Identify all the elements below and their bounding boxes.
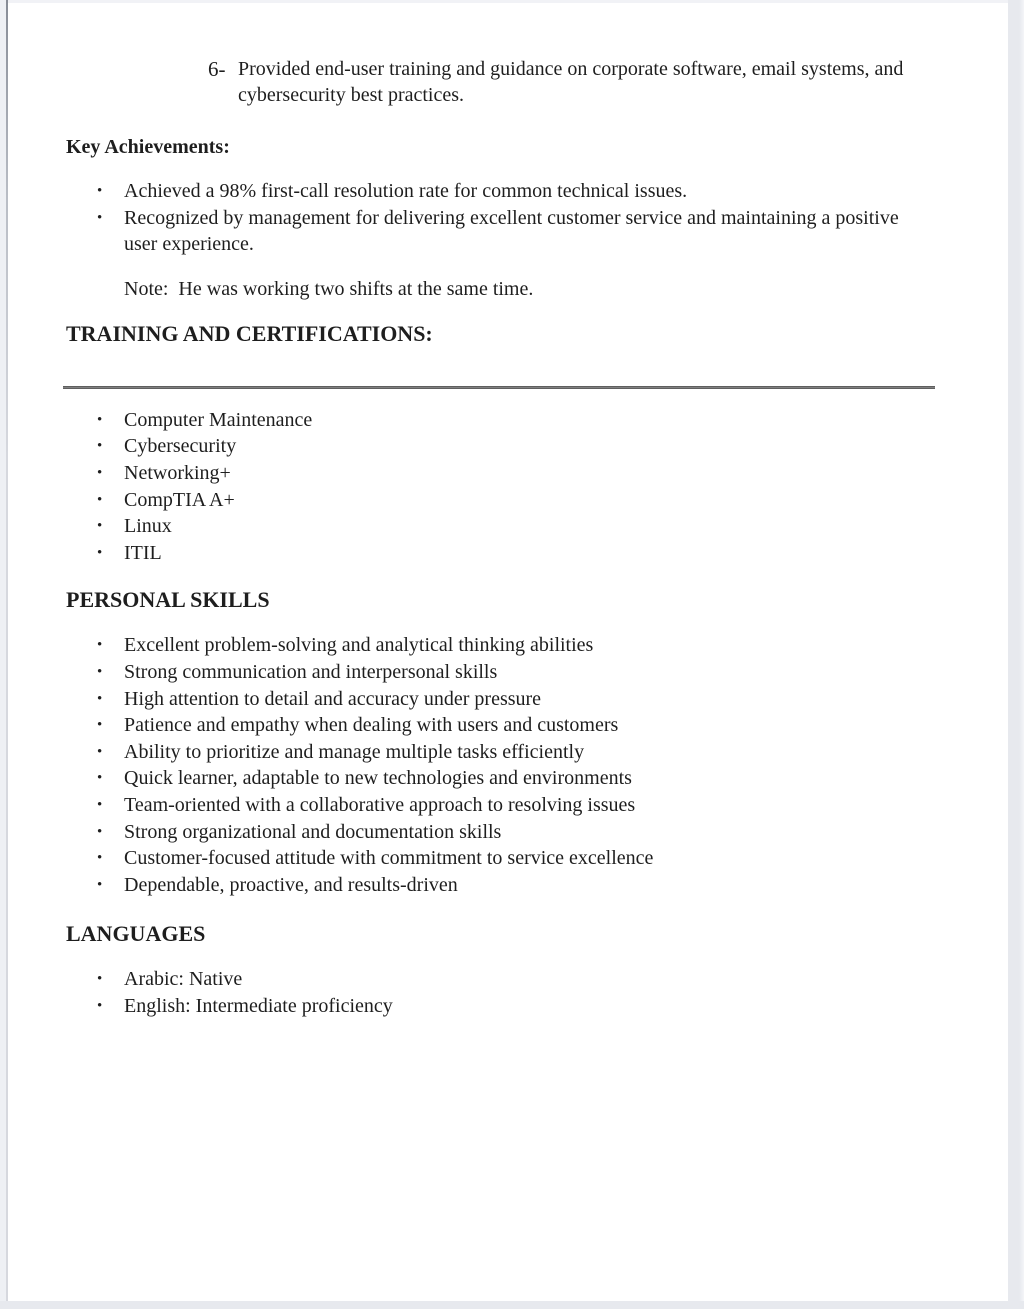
- bullet-icon: •: [97, 823, 103, 840]
- list-item-text: High attention to detail and accuracy under pressure: [124, 687, 542, 710]
- certifications-list: [66, 407, 934, 567]
- list-item: [66, 993, 934, 1020]
- bullet-icon: •: [97, 971, 103, 988]
- list-item-text: CompTIA A+: [124, 488, 235, 511]
- list-item: [66, 407, 934, 434]
- list-item-text: English: Intermediate proficiency: [124, 994, 393, 1017]
- list-item-text: Ability to prioritize and manage multiple tasks efficiently: [124, 740, 585, 763]
- list-item-text: Achieved a 98% first-call resolution rate for common technical issues.: [124, 180, 688, 202]
- bullet-icon: •: [97, 464, 103, 481]
- bullet-icon: •: [97, 770, 103, 787]
- bullet-icon: •: [97, 209, 103, 226]
- list-item: [66, 739, 934, 766]
- list-item-text: Strong organizational and documentation skills: [124, 820, 502, 843]
- bullet-icon: •: [97, 663, 103, 680]
- list-item-text: Patience and empathy when dealing with users and customers: [124, 714, 619, 737]
- bullet-icon: •: [97, 411, 103, 428]
- list-item-text: Linux: [124, 515, 172, 538]
- list-item-text: Recognized by management for delivering excellent customer service and maintaining a positive user experience.: [124, 206, 899, 256]
- bullet-icon: •: [97, 518, 103, 535]
- list-item: [66, 513, 934, 540]
- languages-list: [66, 966, 934, 1019]
- numbered-item-text: Provided end-user training and guidance on corporate software, email systems, and cybersecurity best practices.: [238, 58, 904, 106]
- list-item: [66, 205, 934, 258]
- personal-skills-list: [66, 632, 934, 898]
- list-item: [66, 659, 934, 686]
- bullet-icon: •: [97, 796, 103, 813]
- list-item-text: Cybersecurity: [124, 435, 237, 458]
- list-item: [66, 487, 934, 514]
- bullet-icon: •: [97, 690, 103, 707]
- numbered-list-item-6: [208, 56, 934, 108]
- scan-edge-left-line: [6, 0, 8, 1309]
- bullet-icon: •: [97, 743, 103, 760]
- list-item: [66, 966, 934, 993]
- bullet-icon: •: [97, 183, 103, 199]
- list-item: [66, 845, 934, 872]
- personal-skills-heading: PERSONAL SKILLS: [66, 587, 270, 613]
- list-item: [66, 540, 934, 567]
- list-item-text: ITIL: [124, 541, 162, 564]
- horizontal-rule: [63, 386, 935, 389]
- training-certifications-heading: TRAINING AND CERTIFICATIONS:: [66, 320, 433, 346]
- list-item: [66, 178, 934, 205]
- list-item: [66, 765, 934, 792]
- list-item: [66, 433, 934, 460]
- list-item-text: Team-oriented with a collaborative approach to resolving issues: [124, 793, 636, 816]
- bullet-icon: •: [97, 717, 103, 734]
- list-item-text: Quick learner, adaptable to new technologies and environments: [124, 767, 632, 790]
- bullet-icon: •: [97, 876, 103, 893]
- list-item: [66, 712, 934, 739]
- bullet-icon: •: [97, 438, 103, 455]
- document-content: [66, 0, 934, 1019]
- scan-edge-right: [1008, 0, 1024, 1309]
- key-achievements-list: [66, 178, 934, 258]
- key-achievements-heading: Key Achievements:: [66, 136, 230, 158]
- scan-edge-bottom: [0, 1301, 1024, 1309]
- list-item-text: Excellent problem-solving and analytical thinking abilities: [124, 634, 594, 657]
- list-item: [66, 872, 934, 899]
- list-item: [66, 686, 934, 713]
- list-item: [66, 792, 934, 819]
- languages-heading: LANGUAGES: [66, 921, 206, 947]
- list-item-text: Arabic: Native: [124, 968, 243, 991]
- list-item: [66, 819, 934, 846]
- list-item-text: Computer Maintenance: [124, 408, 313, 431]
- list-item: [66, 632, 934, 659]
- note-text: Note: He was working two shifts at the same time.: [124, 277, 534, 300]
- list-item-text: Customer-focused attitude with commitment to service excellence: [124, 847, 654, 870]
- bullet-icon: •: [97, 850, 103, 867]
- list-item-text: Dependable, proactive, and results-driven: [124, 873, 458, 896]
- list-item-text: Strong communication and interpersonal skills: [124, 660, 498, 683]
- list-item: [66, 460, 934, 487]
- bullet-icon: •: [97, 637, 103, 654]
- bullet-icon: •: [97, 544, 103, 561]
- bullet-icon: •: [97, 491, 103, 508]
- list-item-text: Networking+: [124, 461, 231, 484]
- bullet-icon: •: [97, 997, 103, 1014]
- list-number: 6-: [208, 57, 226, 81]
